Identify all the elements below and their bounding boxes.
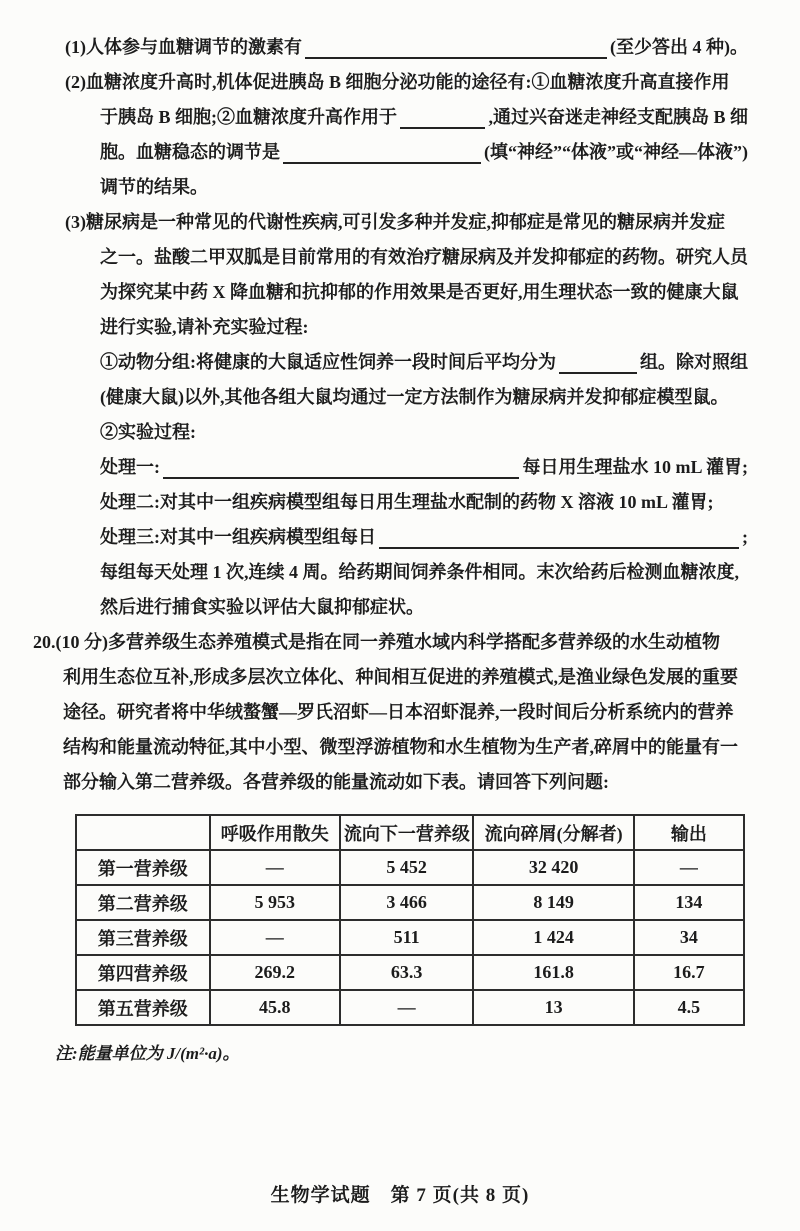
q19-part3-line9: [33, 485, 748, 520]
question-text: 调节的结果。: [100, 177, 208, 197]
question-text: 胞。血糖稳态的调节是: [100, 142, 280, 162]
question-text: 为探究某中药 X 降血糖和抗抑郁的作用效果是否更好,用生理状态一致的健康大鼠: [100, 282, 739, 302]
table-header-cell: [76, 815, 210, 850]
q19-part3-line8: [33, 450, 748, 485]
q20-line1: [33, 625, 748, 660]
table-row: [76, 990, 744, 1025]
question-text: 处理三:对其中一组疾病模型组每日: [100, 527, 376, 547]
answer-blank: [163, 477, 519, 479]
question-text: (3)糖尿病是一种常见的代谢性疾病,可引发多种并发症,抑郁症是常见的糖尿病并发症: [65, 212, 725, 232]
table-cell: 32 420: [473, 850, 633, 885]
table-note: 注:能量单位为 J/(m²·a)。: [55, 1044, 240, 1063]
question-text: (至少答出 4 种)。: [610, 37, 748, 57]
table-cell: —: [210, 920, 340, 955]
answer-blank: [283, 162, 481, 164]
table-cell: 13: [473, 990, 633, 1025]
question-text: ②实验过程:: [100, 422, 196, 442]
page-footer: 生物学试题 第 7 页(共 8 页): [270, 1185, 530, 1206]
table-header-cell: 呼吸作用散失: [210, 815, 340, 850]
question-text: 于胰岛 B 细胞;②血糖浓度升高作用于: [100, 107, 397, 127]
question-text: ,通过兴奋迷走神经支配胰岛 B 细: [488, 107, 748, 127]
table-cell: 8 149: [473, 885, 633, 920]
question-text: 处理二:对其中一组疾病模型组每日用生理盐水配制的药物 X 溶液 10 mL 灌胃;: [100, 492, 714, 512]
question-text: 每组每天处理 1 次,连续 4 周。给药期间饲养条件相同。末次给药后检测血糖浓度,: [100, 562, 739, 582]
table-cell: 16.7: [634, 955, 744, 990]
q19-part3-line11: [33, 555, 748, 590]
q19-part2-line1: [33, 65, 748, 100]
table-header-cell: 流向碎屑(分解者): [473, 815, 633, 850]
table-header-cell: 输出: [634, 815, 744, 850]
q19-part1-line: [33, 30, 748, 65]
question-text: 途径。研究者将中华绒螯蟹—罗氏沼虾—日本沼虾混养,一段时间后分析系统内的营养: [63, 702, 734, 722]
q19-part3-line4: [33, 310, 748, 345]
answer-blank: [400, 127, 485, 129]
table-header-row: [76, 815, 744, 850]
q19-part3-line10: [33, 520, 748, 555]
q19-part3-line2: [33, 240, 748, 275]
q19-part2-line3: [33, 135, 748, 170]
row-label: 第二营养级: [76, 885, 210, 920]
row-label: 第一营养级: [76, 850, 210, 885]
table-cell: 4.5: [634, 990, 744, 1025]
table-header-cell: 流向下一营养级: [340, 815, 474, 850]
question-text: 之一。盐酸二甲双胍是目前常用的有效治疗糖尿病及并发抑郁症的药物。研究人员: [100, 247, 748, 267]
table-cell: 5 452: [340, 850, 474, 885]
table-cell: 511: [340, 920, 474, 955]
question-text: 组。除对照组: [640, 352, 748, 372]
answer-blank: [305, 57, 607, 59]
table-row: [76, 850, 744, 885]
question-text: ①动物分组:将健康的大鼠适应性饲养一段时间后平均分为: [100, 352, 556, 372]
question-text: (健康大鼠)以外,其他各组大鼠均通过一定方法制作为糖尿病并发抑郁症模型鼠。: [100, 387, 729, 407]
table-row: [76, 920, 744, 955]
q19-part3-line7: [33, 415, 748, 450]
q19-part3-line1: [33, 205, 748, 240]
question-text: 每日用生理盐水 10 mL 灌胃;: [522, 457, 748, 477]
row-label: 第五营养级: [76, 990, 210, 1025]
table-cell: 63.3: [340, 955, 474, 990]
q19-part3-line5: [33, 345, 748, 380]
q20-line2: [33, 660, 748, 695]
table-cell: 134: [634, 885, 744, 920]
question-text: (1)人体参与血糖调节的激素有: [65, 37, 302, 57]
question-text: (填“神经”“体液”或“神经—体液”): [484, 142, 748, 162]
table-cell: 45.8: [210, 990, 340, 1025]
question-text: 处理一:: [100, 457, 160, 477]
row-label: 第三营养级: [76, 920, 210, 955]
q19-part2-line4: [33, 170, 748, 205]
table-cell: —: [210, 850, 340, 885]
table-cell: 5 953: [210, 885, 340, 920]
question-text: 进行实验,请补充实验过程:: [100, 317, 309, 337]
table-row: [76, 955, 744, 990]
table-cell: 1 424: [473, 920, 633, 955]
q19-part2-line2: [33, 100, 748, 135]
question-text: 20.(10 分)多营养级生态养殖模式是指在同一养殖水域内科学搭配多营养级的水生动植物: [33, 632, 720, 652]
q19-part3-line12: [33, 590, 748, 625]
answer-blank: [559, 372, 637, 374]
table-cell: 3 466: [340, 885, 474, 920]
table-cell: —: [340, 990, 474, 1025]
table-cell: 269.2: [210, 955, 340, 990]
question-text: 然后进行捕食实验以评估大鼠抑郁症状。: [100, 597, 424, 617]
q20-line3: [33, 695, 748, 730]
table-row: [76, 885, 744, 920]
table-cell: —: [634, 850, 744, 885]
row-label: 第四营养级: [76, 955, 210, 990]
answer-blank: [379, 547, 739, 549]
question-text: (2)血糖浓度升高时,机体促进胰岛 B 细胞分泌功能的途径有:①血糖浓度升高直接作用: [65, 72, 730, 92]
q19-part3-line6: [33, 380, 748, 415]
energy-flow-table: [75, 814, 745, 1026]
q19-part3-line3: [33, 275, 748, 310]
q20-line5: [33, 765, 748, 800]
question-text: ;: [742, 527, 748, 547]
question-text: 部分输入第二营养级。各营养级的能量流动如下表。请回答下列问题:: [63, 772, 609, 792]
table-cell: 161.8: [473, 955, 633, 990]
question-text: 结构和能量流动特征,其中小型、微型浮游植物和水生植物为生产者,碎屑中的能量有一: [63, 737, 738, 757]
q20-line4: [33, 730, 748, 765]
question-text: 利用生态位互补,形成多层次立体化、种间相互促进的养殖模式,是渔业绿色发展的重要: [63, 667, 738, 687]
table-cell: 34: [634, 920, 744, 955]
